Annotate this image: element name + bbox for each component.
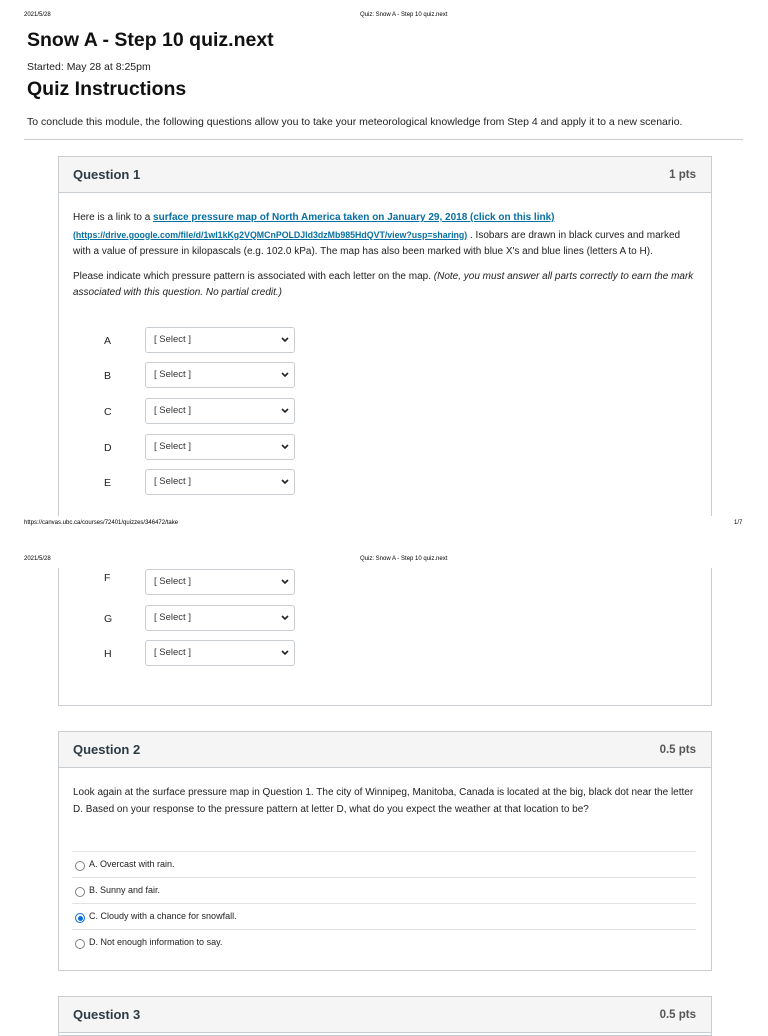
question-1-header xyxy=(59,157,711,193)
chevron-down-icon xyxy=(279,611,291,625)
select-e[interactable]: [ Select ] xyxy=(145,469,295,495)
select-d[interactable]: [ Select ] xyxy=(145,434,295,460)
question-1-points: 1 pts xyxy=(669,168,696,181)
map-link[interactable]: surface pressure map of North America taken on January 29, 2018 (click on this link) xyxy=(153,212,555,223)
answer-option-label: C. Cloudy with a chance for snowfall. xyxy=(89,911,237,921)
answer-option-label: B. Sunny and fair. xyxy=(89,885,161,895)
letter-label: G xyxy=(104,613,113,625)
question-3-title: Question 3 xyxy=(73,1007,141,1022)
question-2-points: 0.5 pts xyxy=(659,743,696,756)
question-3-points: 0.5 pts xyxy=(659,1008,696,1021)
answer-row-a xyxy=(86,327,316,353)
question-1-body xyxy=(73,210,697,302)
select-h[interactable]: [ Select ] xyxy=(145,640,295,666)
chevron-down-icon xyxy=(279,646,291,660)
answer-option-d[interactable] xyxy=(72,929,696,955)
select-g[interactable]: [ Select ] xyxy=(145,605,295,631)
instructions-heading: Quiz Instructions xyxy=(27,78,187,100)
instructions-text: To conclude this module, the following questions allow you to take your meteorological knowledge from Step 4 and apply it to a new scenario. xyxy=(27,116,683,128)
chevron-down-icon xyxy=(279,440,291,454)
question-1-title: Question 1 xyxy=(73,167,141,182)
chevron-down-icon xyxy=(279,368,291,382)
question-2-body xyxy=(73,785,697,818)
answer-row-h xyxy=(86,640,316,666)
answer-option-label: D. Not enough information to say. xyxy=(89,937,223,947)
answer-option-c[interactable] xyxy=(72,903,696,929)
print-date: 2021/5/28 xyxy=(24,556,51,562)
print-page-number: 1/7 xyxy=(734,520,743,526)
radio-icon[interactable] xyxy=(75,939,85,949)
question-1-note: (Note, you must answer all parts correctly to earn the mark associated with this question. No partial credit.) xyxy=(73,270,694,298)
chevron-down-icon xyxy=(279,333,291,347)
answer-row-d xyxy=(86,434,316,460)
chevron-down-icon xyxy=(279,404,291,418)
page-title: Snow A - Step 10 quiz.next xyxy=(27,29,274,51)
letter-label: H xyxy=(104,648,112,660)
letter-label: E xyxy=(104,477,112,489)
select-b[interactable]: [ Select ] xyxy=(145,362,295,388)
answer-row-e xyxy=(86,469,316,495)
letter-label: B xyxy=(104,370,112,382)
select-f[interactable]: [ Select ] xyxy=(145,569,295,595)
question-1-prompt: Please indicate which pressure pattern is associated with each letter on the map. (Note, you must answer all parts correctly to earn the mark associated with this question. No partial credit.) xyxy=(73,270,694,298)
radio-selected-icon[interactable] xyxy=(75,913,85,923)
answer-option-label: A. Overcast with rain. xyxy=(89,859,175,869)
letter-label: D xyxy=(104,442,112,454)
radio-icon[interactable] xyxy=(75,861,85,871)
question-3-header xyxy=(59,997,711,1033)
print-title: Quiz: Snow A - Step 10 quiz.next xyxy=(360,556,448,562)
answer-option-a[interactable] xyxy=(72,851,696,877)
letter-label: F xyxy=(104,572,111,584)
answer-option-b[interactable] xyxy=(72,877,696,903)
answer-row-b xyxy=(86,362,316,388)
chevron-down-icon xyxy=(279,475,291,489)
map-url-link[interactable]: (https://drive.google.com/file/d/1wI1kKg2VQMCnPOLDJld3dzMb985HdQVT/view?usp=sharing) xyxy=(73,229,468,240)
letter-label: C xyxy=(104,406,112,418)
select-a[interactable]: [ Select ] xyxy=(145,327,295,353)
divider xyxy=(24,139,743,140)
answer-row-g xyxy=(86,605,316,631)
letter-label: A xyxy=(104,335,112,347)
chevron-down-icon xyxy=(279,575,291,589)
question-2-text: Look again at the surface pressure map in Question 1. The city of Winnipeg, Manitoba, Canada is located at the big, black dot near the letter D. Based on your response to the pressure pattern at letter D, what do you expect the weather at that location to be? xyxy=(73,787,694,815)
radio-icon[interactable] xyxy=(75,887,85,897)
started-time: Started: May 28 at 8:25pm xyxy=(27,61,151,73)
answer-row-f xyxy=(86,569,316,595)
answer-row-c xyxy=(86,398,316,424)
question-2-title: Question 2 xyxy=(73,742,141,757)
print-date: 2021/5/28 xyxy=(24,12,51,18)
print-title: Quiz: Snow A - Step 10 quiz.next xyxy=(360,12,448,18)
question-3-card xyxy=(58,996,712,1036)
select-c[interactable]: [ Select ] xyxy=(145,398,295,424)
question-1-text: Here is a link to a surface pressure map of North America taken on January 29, 2018 (click on this link) (https://drive.google.com/file/d/1wI1kKg2VQMCnPOLDJld3dzMb985HdQVT/view?usp=sharing) . Isobars are drawn in black curves and marked with a value of pressure in kilopascals (e.g. 102.0 kPa). The map has also been marked with blue X's and blue lines (letters A to H). xyxy=(73,212,681,257)
print-url: https://canvas.ubc.ca/courses/72401/quizzes/346472/take xyxy=(24,520,179,526)
question-2-header xyxy=(59,732,711,768)
